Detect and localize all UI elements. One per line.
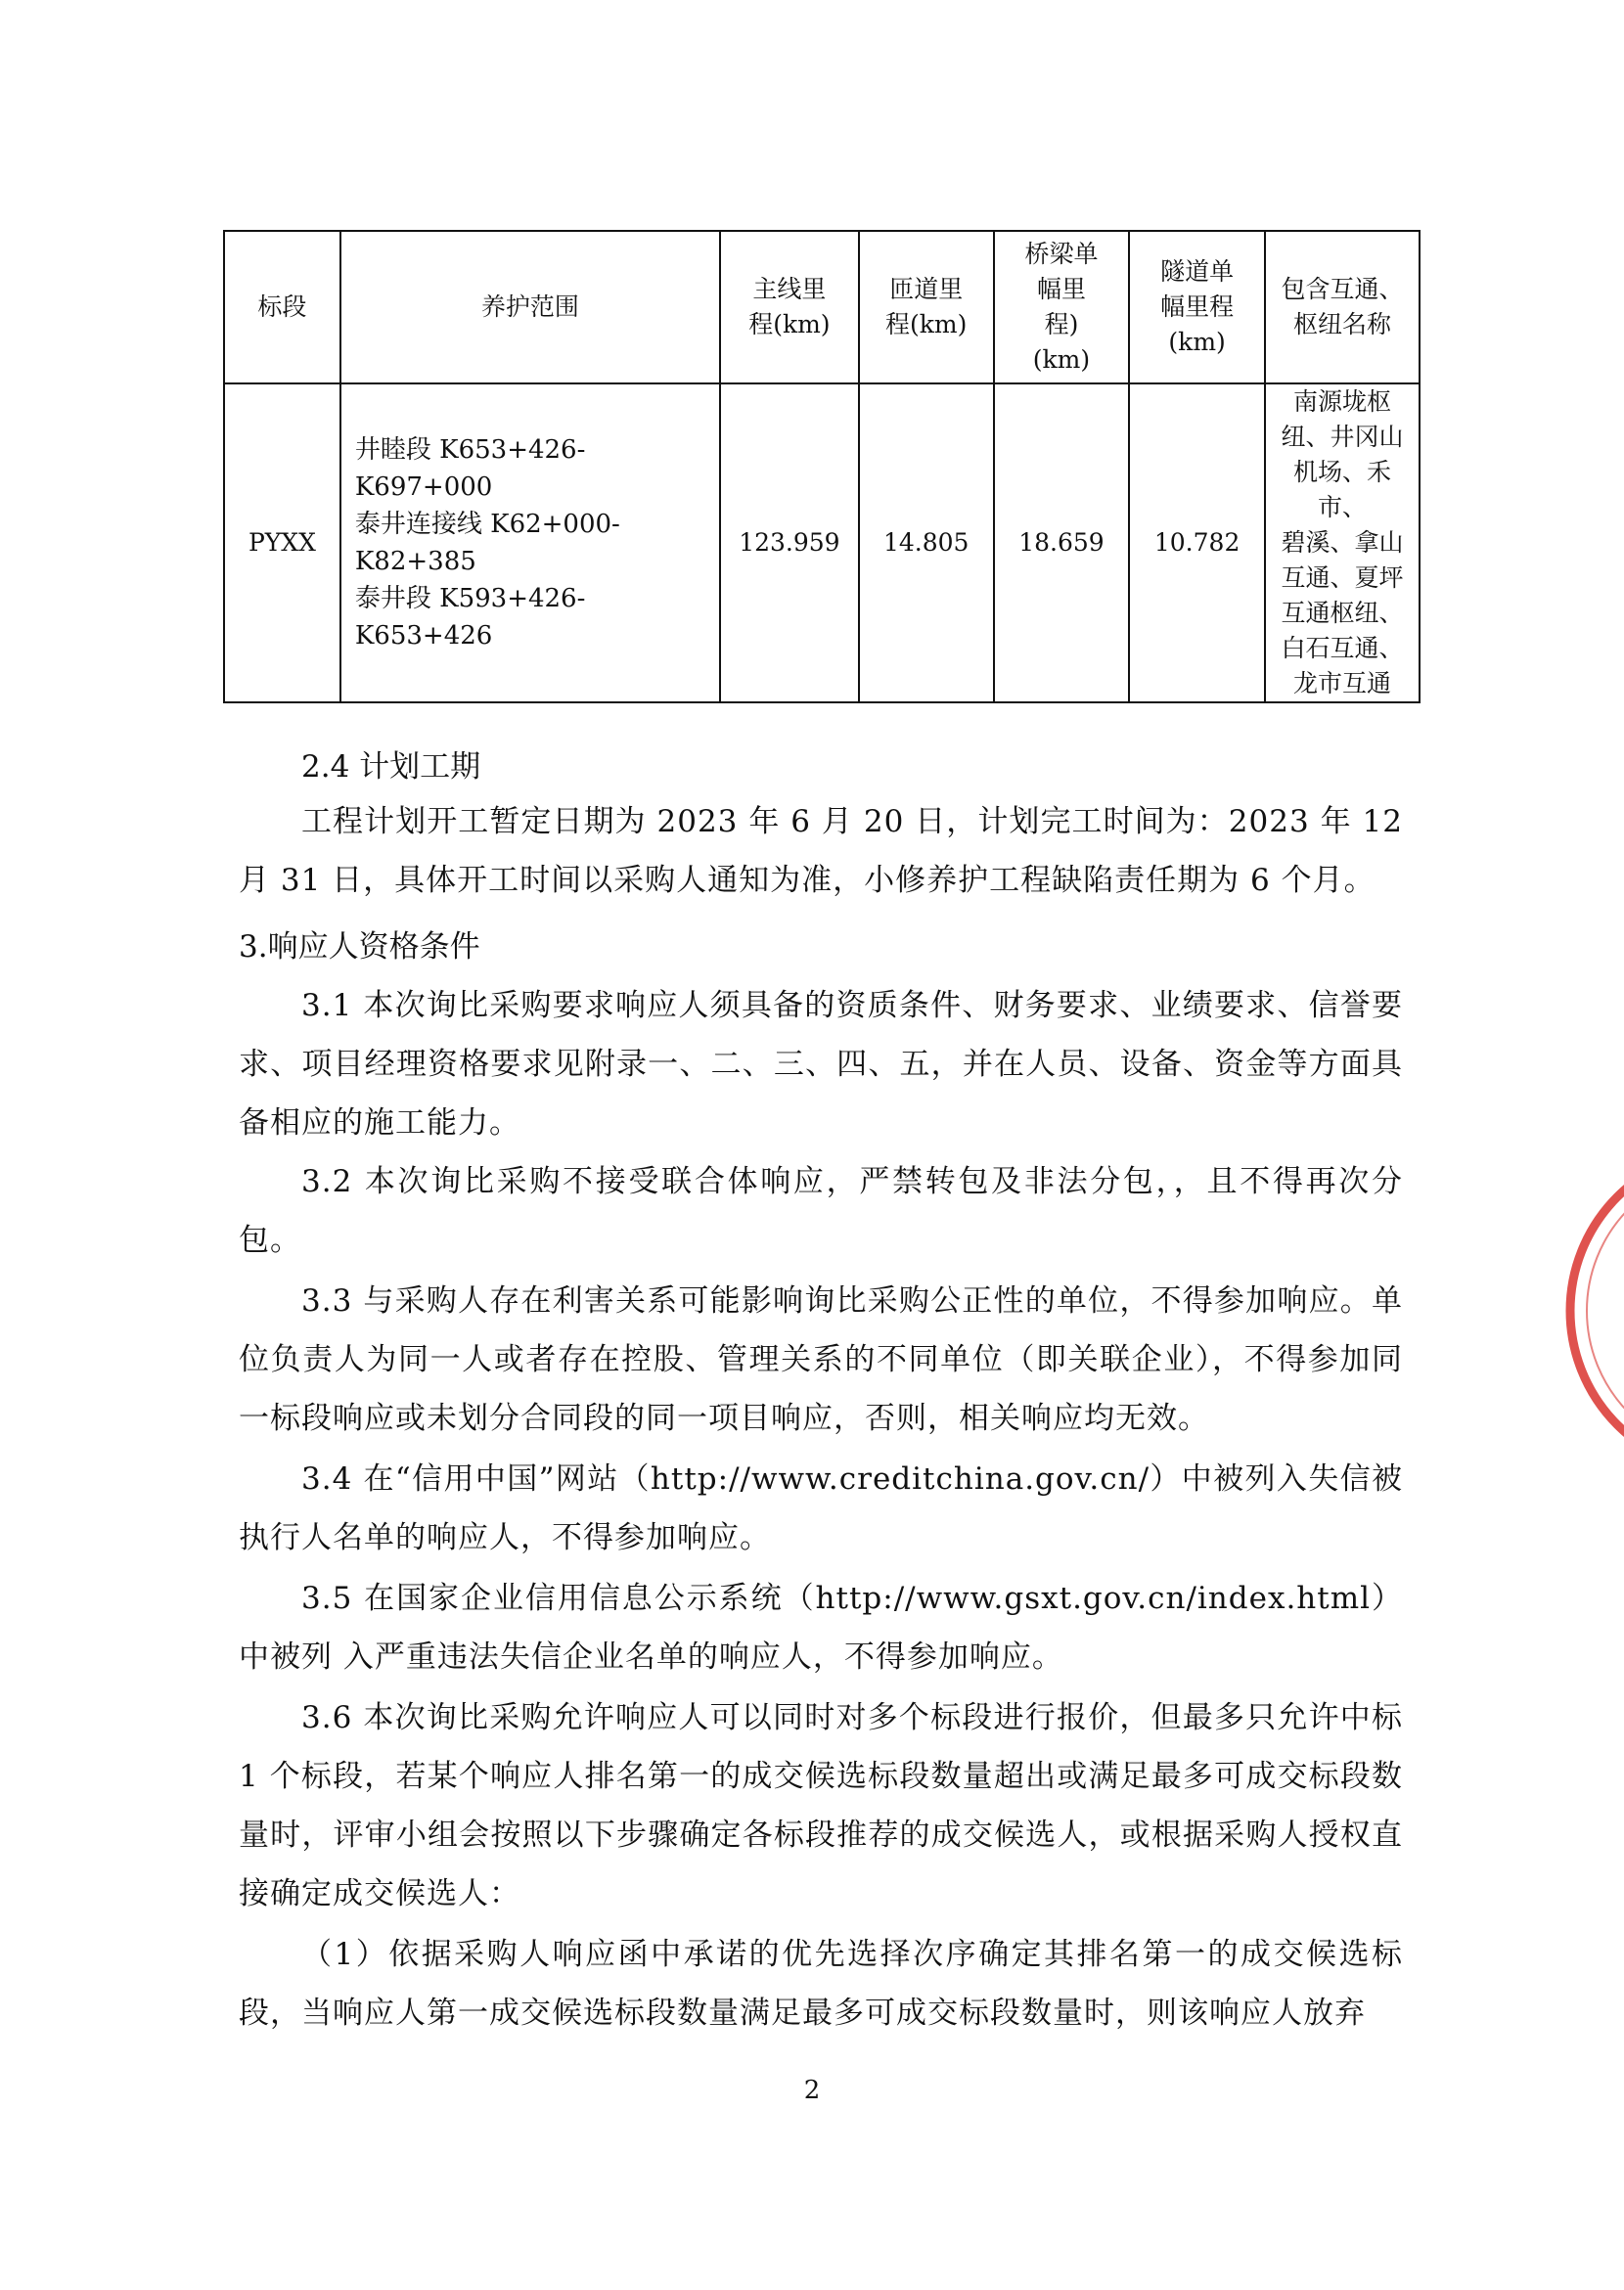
header-interchanges	[1265, 231, 1420, 383]
cell-section: PYXX	[224, 383, 340, 702]
header-bridge-1: 桥梁单	[1024, 240, 1099, 268]
table-header-row	[224, 231, 1420, 383]
scope-line-3: 泰井段 K593+426-K653+426	[354, 584, 586, 651]
header-ramp-2: 程(km)	[885, 310, 968, 338]
header-tunnel	[1129, 231, 1265, 383]
section-3-6: 3.6 本次询比采购允许响应人可以同时对多个标段进行报价，但最多只允许中标 1 个标段，若某个响应人排名第一的成交候选标段数量超出或满足最多可成交标段数量时，评审小组会按照以下步骤确定各标段推荐的成交候选人，或根据采购人授权直接确定成交候选人：	[239, 1700, 1403, 1911]
maintenance-scope-table	[223, 230, 1421, 703]
section-2-4-heading: 2.4 计划工期	[301, 749, 481, 785]
header-ramp-1: 匝道里	[889, 275, 964, 303]
section-3-heading: 3.响应人资格条件	[239, 929, 480, 965]
hub-line-3: 机场、禾市、	[1292, 458, 1391, 521]
section-3-2: 3.2 本次询比采购不接受联合体响应，严禁转包及非法分包，，且不得再次分包。	[239, 1164, 1403, 1258]
section-3-5: 3.5 在国家企业信用信息公示系统（http://www.gsxt.gov.cn/index.html）中被列 入严重违法失信企业名单的响应人，不得参加响应。	[239, 1581, 1403, 1675]
section-2-4-text: 工程计划开工暂定日期为 2023 年 6 月 20 日，计划完工时间为：2023 年 12 月 31 日，具体开工时间以采购人通知为准，小修养护工程缺陷责任期为 6 个月。	[239, 804, 1403, 898]
cell-main-line: 123.959	[720, 383, 859, 702]
cell-scope	[340, 383, 720, 702]
cell-ramp: 14.805	[859, 383, 994, 702]
scope-line-2: 泰井连接线 K62+000-K82+385	[354, 510, 620, 576]
header-scope: 养护范围	[340, 231, 720, 383]
section-3-4: 3.4 在“信用中国”网站（http://www.creditchina.gov.cn/）中被列入失信被执行人名单的响应人，不得参加响应。	[239, 1461, 1403, 1555]
cell-interchanges	[1265, 383, 1420, 702]
official-seal-stamp	[1565, 1115, 1624, 1506]
header-tunnel-2: 幅里程	[1160, 292, 1235, 321]
header-tunnel-1: 隧道单	[1160, 257, 1235, 286]
hub-line-2: 纽、井冈山	[1281, 423, 1404, 451]
page-number: 2	[803, 2076, 821, 2105]
hub-line-8: 龙市互通	[1292, 669, 1391, 697]
cell-bridge: 18.659	[994, 383, 1130, 702]
header-tunnel-3: (km)	[1168, 328, 1226, 356]
header-bridge	[994, 231, 1130, 383]
header-bridge-4: (km)	[1032, 345, 1091, 374]
header-ramp	[859, 231, 994, 383]
header-section: 标段	[224, 231, 340, 383]
scope-line-1: 井睦段 K653+426-K697+000	[354, 435, 586, 502]
hub-line-1: 南源垅枢	[1292, 387, 1391, 416]
hub-line-6: 互通枢纽、	[1281, 599, 1404, 627]
header-main-line-2: 程(km)	[748, 310, 831, 338]
header-bridge-3: 程)	[1044, 310, 1079, 338]
hub-line-4: 碧溪、拿山	[1281, 528, 1404, 557]
hub-line-7: 白石互通、	[1281, 634, 1404, 662]
header-interchanges-1: 包含互通、	[1281, 275, 1404, 303]
section-3-1: 3.1 本次询比采购要求响应人须具备的资质条件、财务要求、业绩要求、信誉要求、项目经理资格要求见附录一、二、三、四、五，并在人员、设备、资金等方面具备相应的施工能力。	[239, 988, 1403, 1141]
section-3-6-item-1: （1）依据采购人响应函中承诺的优先选择次序确定其排名第一的成交候选标段，当响应人第一成交候选标段数量满足最多可成交标段数量时，则该响应人放弃	[239, 1937, 1403, 2031]
hub-line-5: 互通、夏坪	[1281, 563, 1404, 592]
cell-tunnel: 10.782	[1129, 383, 1265, 702]
header-main-line-1: 主线里	[752, 275, 827, 303]
header-interchanges-2: 枢纽名称	[1292, 310, 1391, 338]
header-main-line	[720, 231, 859, 383]
table-row	[224, 383, 1420, 702]
header-bridge-2: 幅里	[1036, 275, 1086, 303]
section-3-3: 3.3 与采购人存在利害关系可能影响询比采购公正性的单位，不得参加响应。单位负责人为同一人或者存在控股、管理关系的不同单位（即关联企业），不得参加同一标段响应或未划分合同段的同一项目响应，否则，相关响应均无效。	[239, 1283, 1403, 1436]
